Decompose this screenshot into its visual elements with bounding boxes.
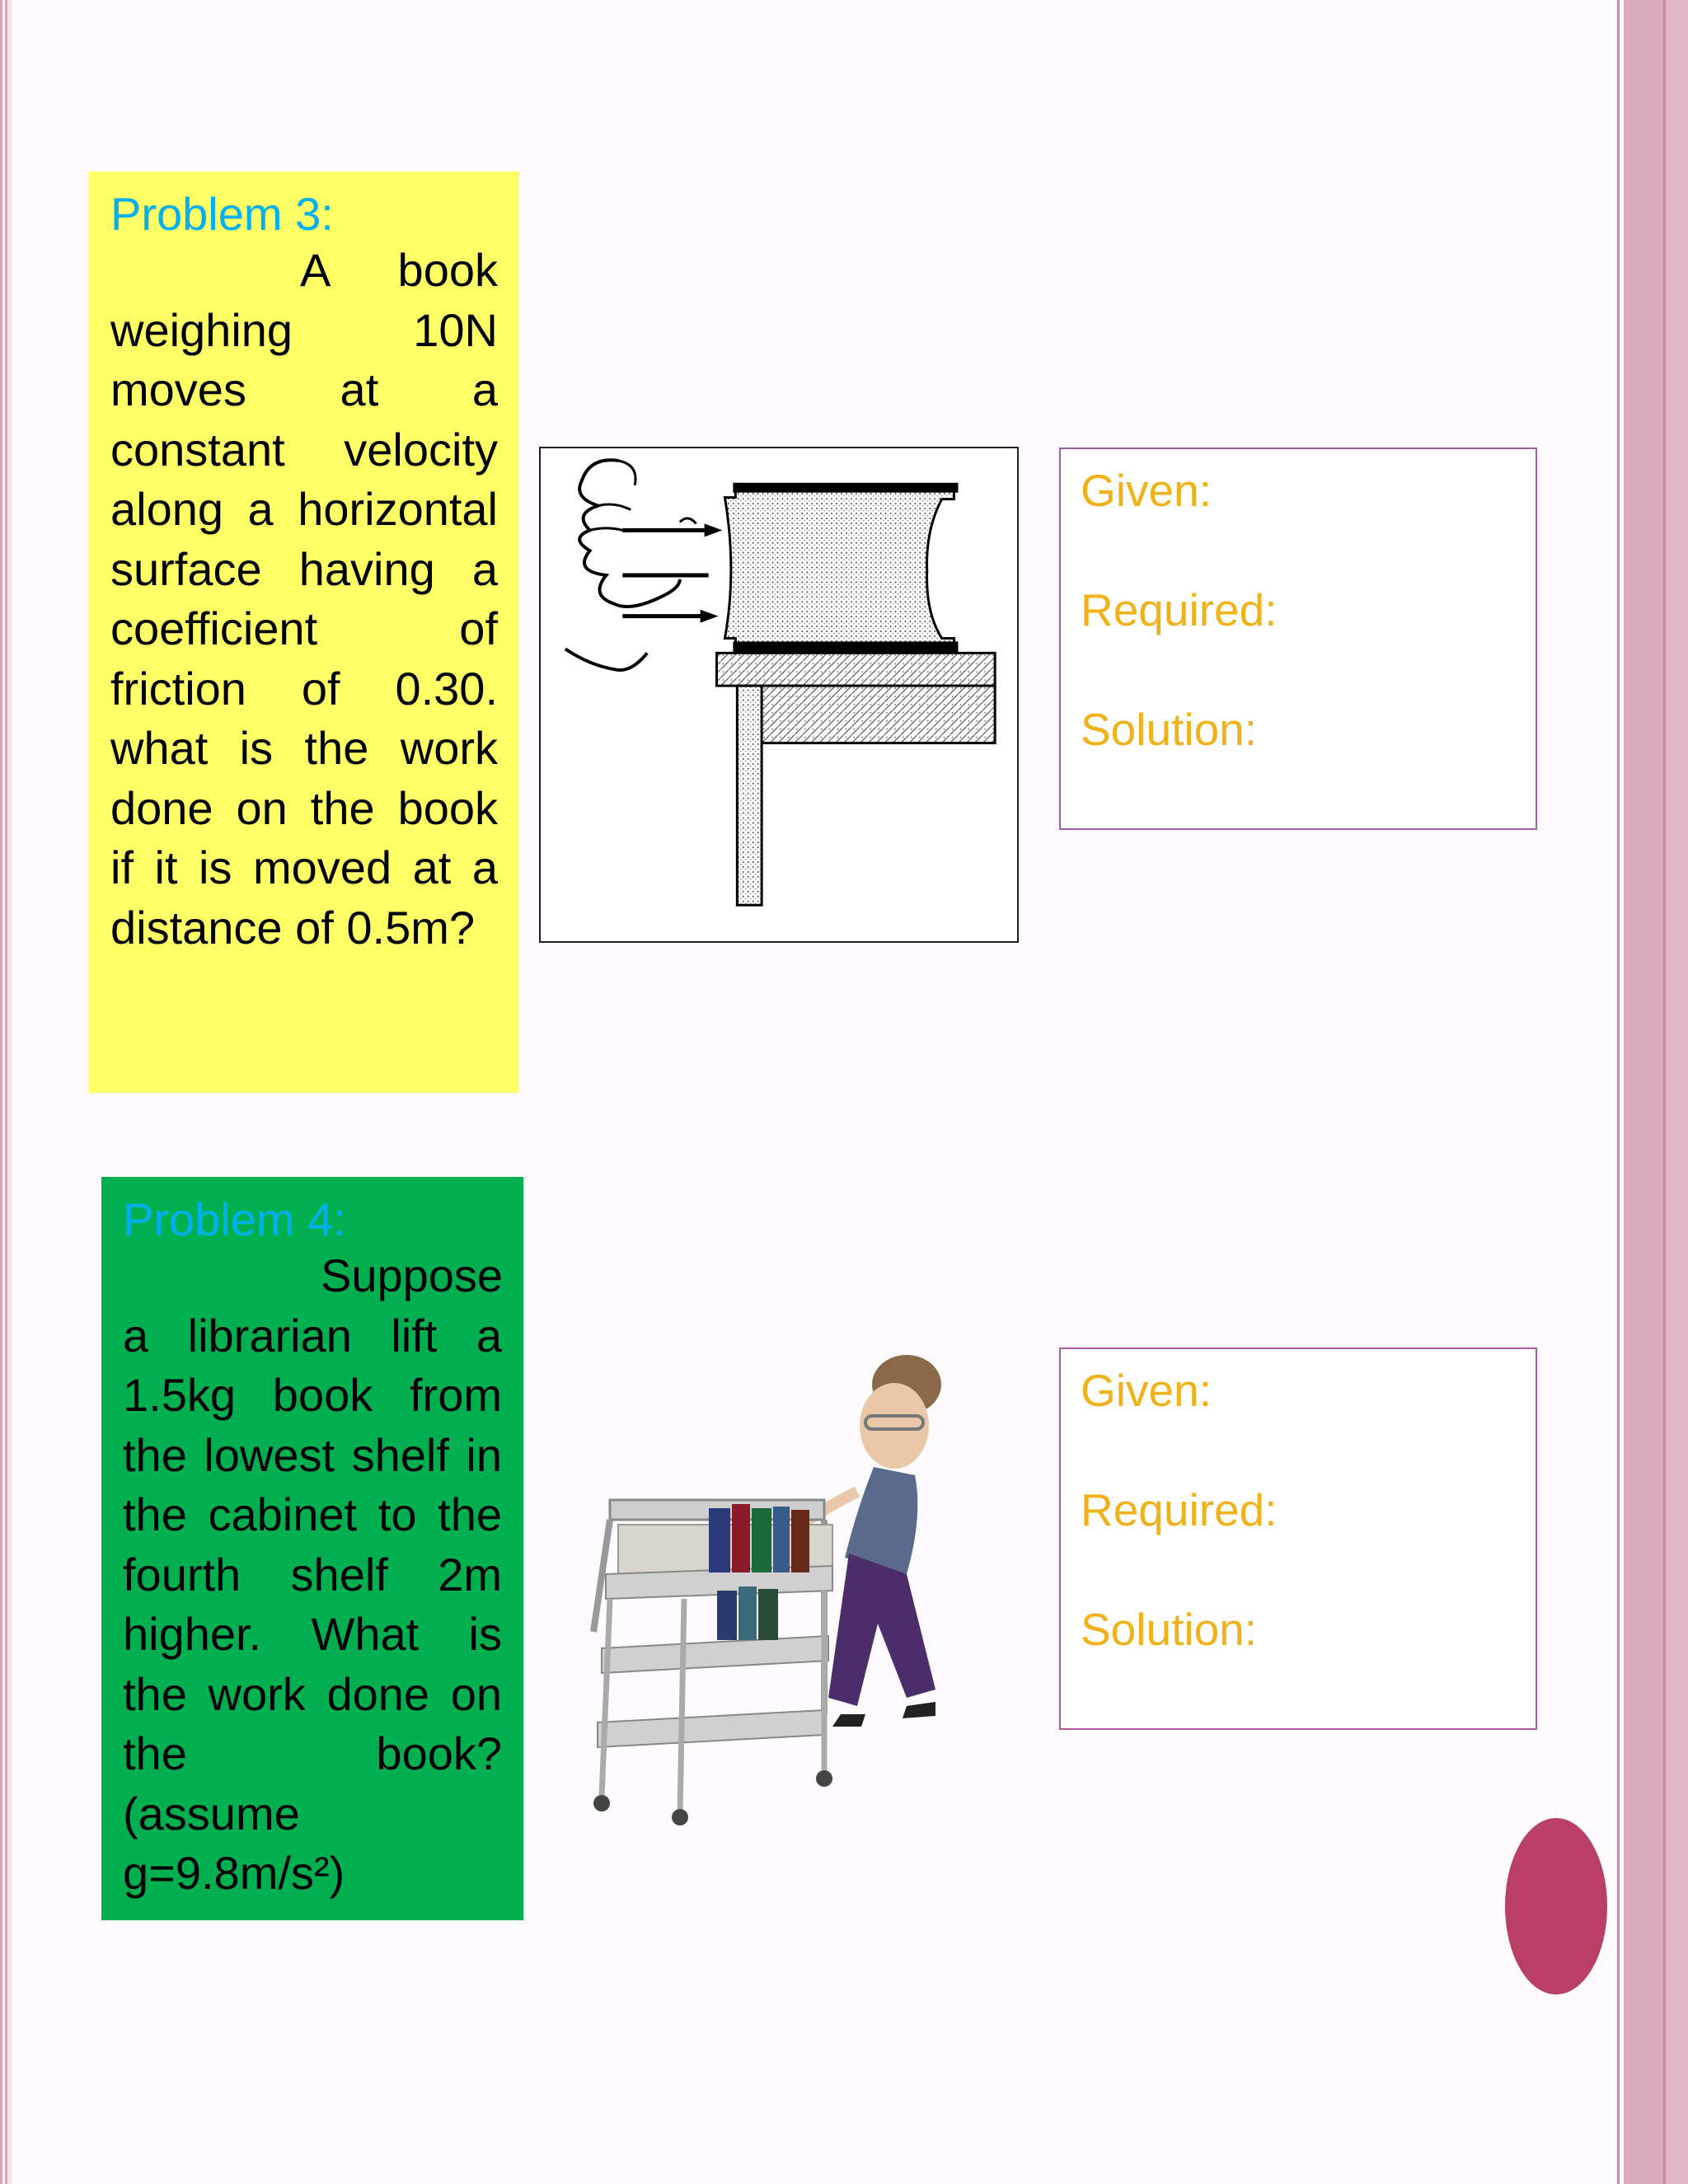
required-label: Required: <box>1081 1484 1278 1535</box>
given-label: Given: <box>1081 1365 1212 1416</box>
librarian-pushing-cart-drawing <box>560 1352 1006 1846</box>
left-border-decoration <box>0 0 12 2184</box>
problem-3-text: A book weighing 10N moves at a constant velocity along a horizontal surface having a coefficient of friction of 0.30. what is the work done on the book if it is moved at a distance of 0.5m? <box>110 244 498 954</box>
librarian-cart-illustration <box>560 1352 1006 1846</box>
right-border-decoration <box>1614 0 1688 2184</box>
decorative-pink-oval <box>1505 1818 1607 1994</box>
problem-3-box <box>89 171 519 1093</box>
problem-3-title: Problem 3: <box>110 188 334 240</box>
problem-4-answer-box <box>1059 1347 1537 1730</box>
book-push-illustration <box>539 447 1019 943</box>
problem-4-title: Problem 4: <box>123 1193 346 1245</box>
solution-label: Solution: <box>1081 704 1258 755</box>
required-label: Required: <box>1081 584 1278 635</box>
problem-4-text: Suppose a librarian lift a 1.5kg book from the lowest shelf in the cabinet to the fourth shelf 2m higher. What is the work done on the book? (assume g=9.8m/s²) <box>123 1249 504 1899</box>
problem-4-box <box>101 1177 523 1920</box>
hand-pushing-book-drawing <box>541 448 1017 941</box>
problem-3-answer-box <box>1059 448 1537 830</box>
given-label: Given: <box>1081 465 1212 516</box>
solution-label: Solution: <box>1081 1604 1258 1655</box>
